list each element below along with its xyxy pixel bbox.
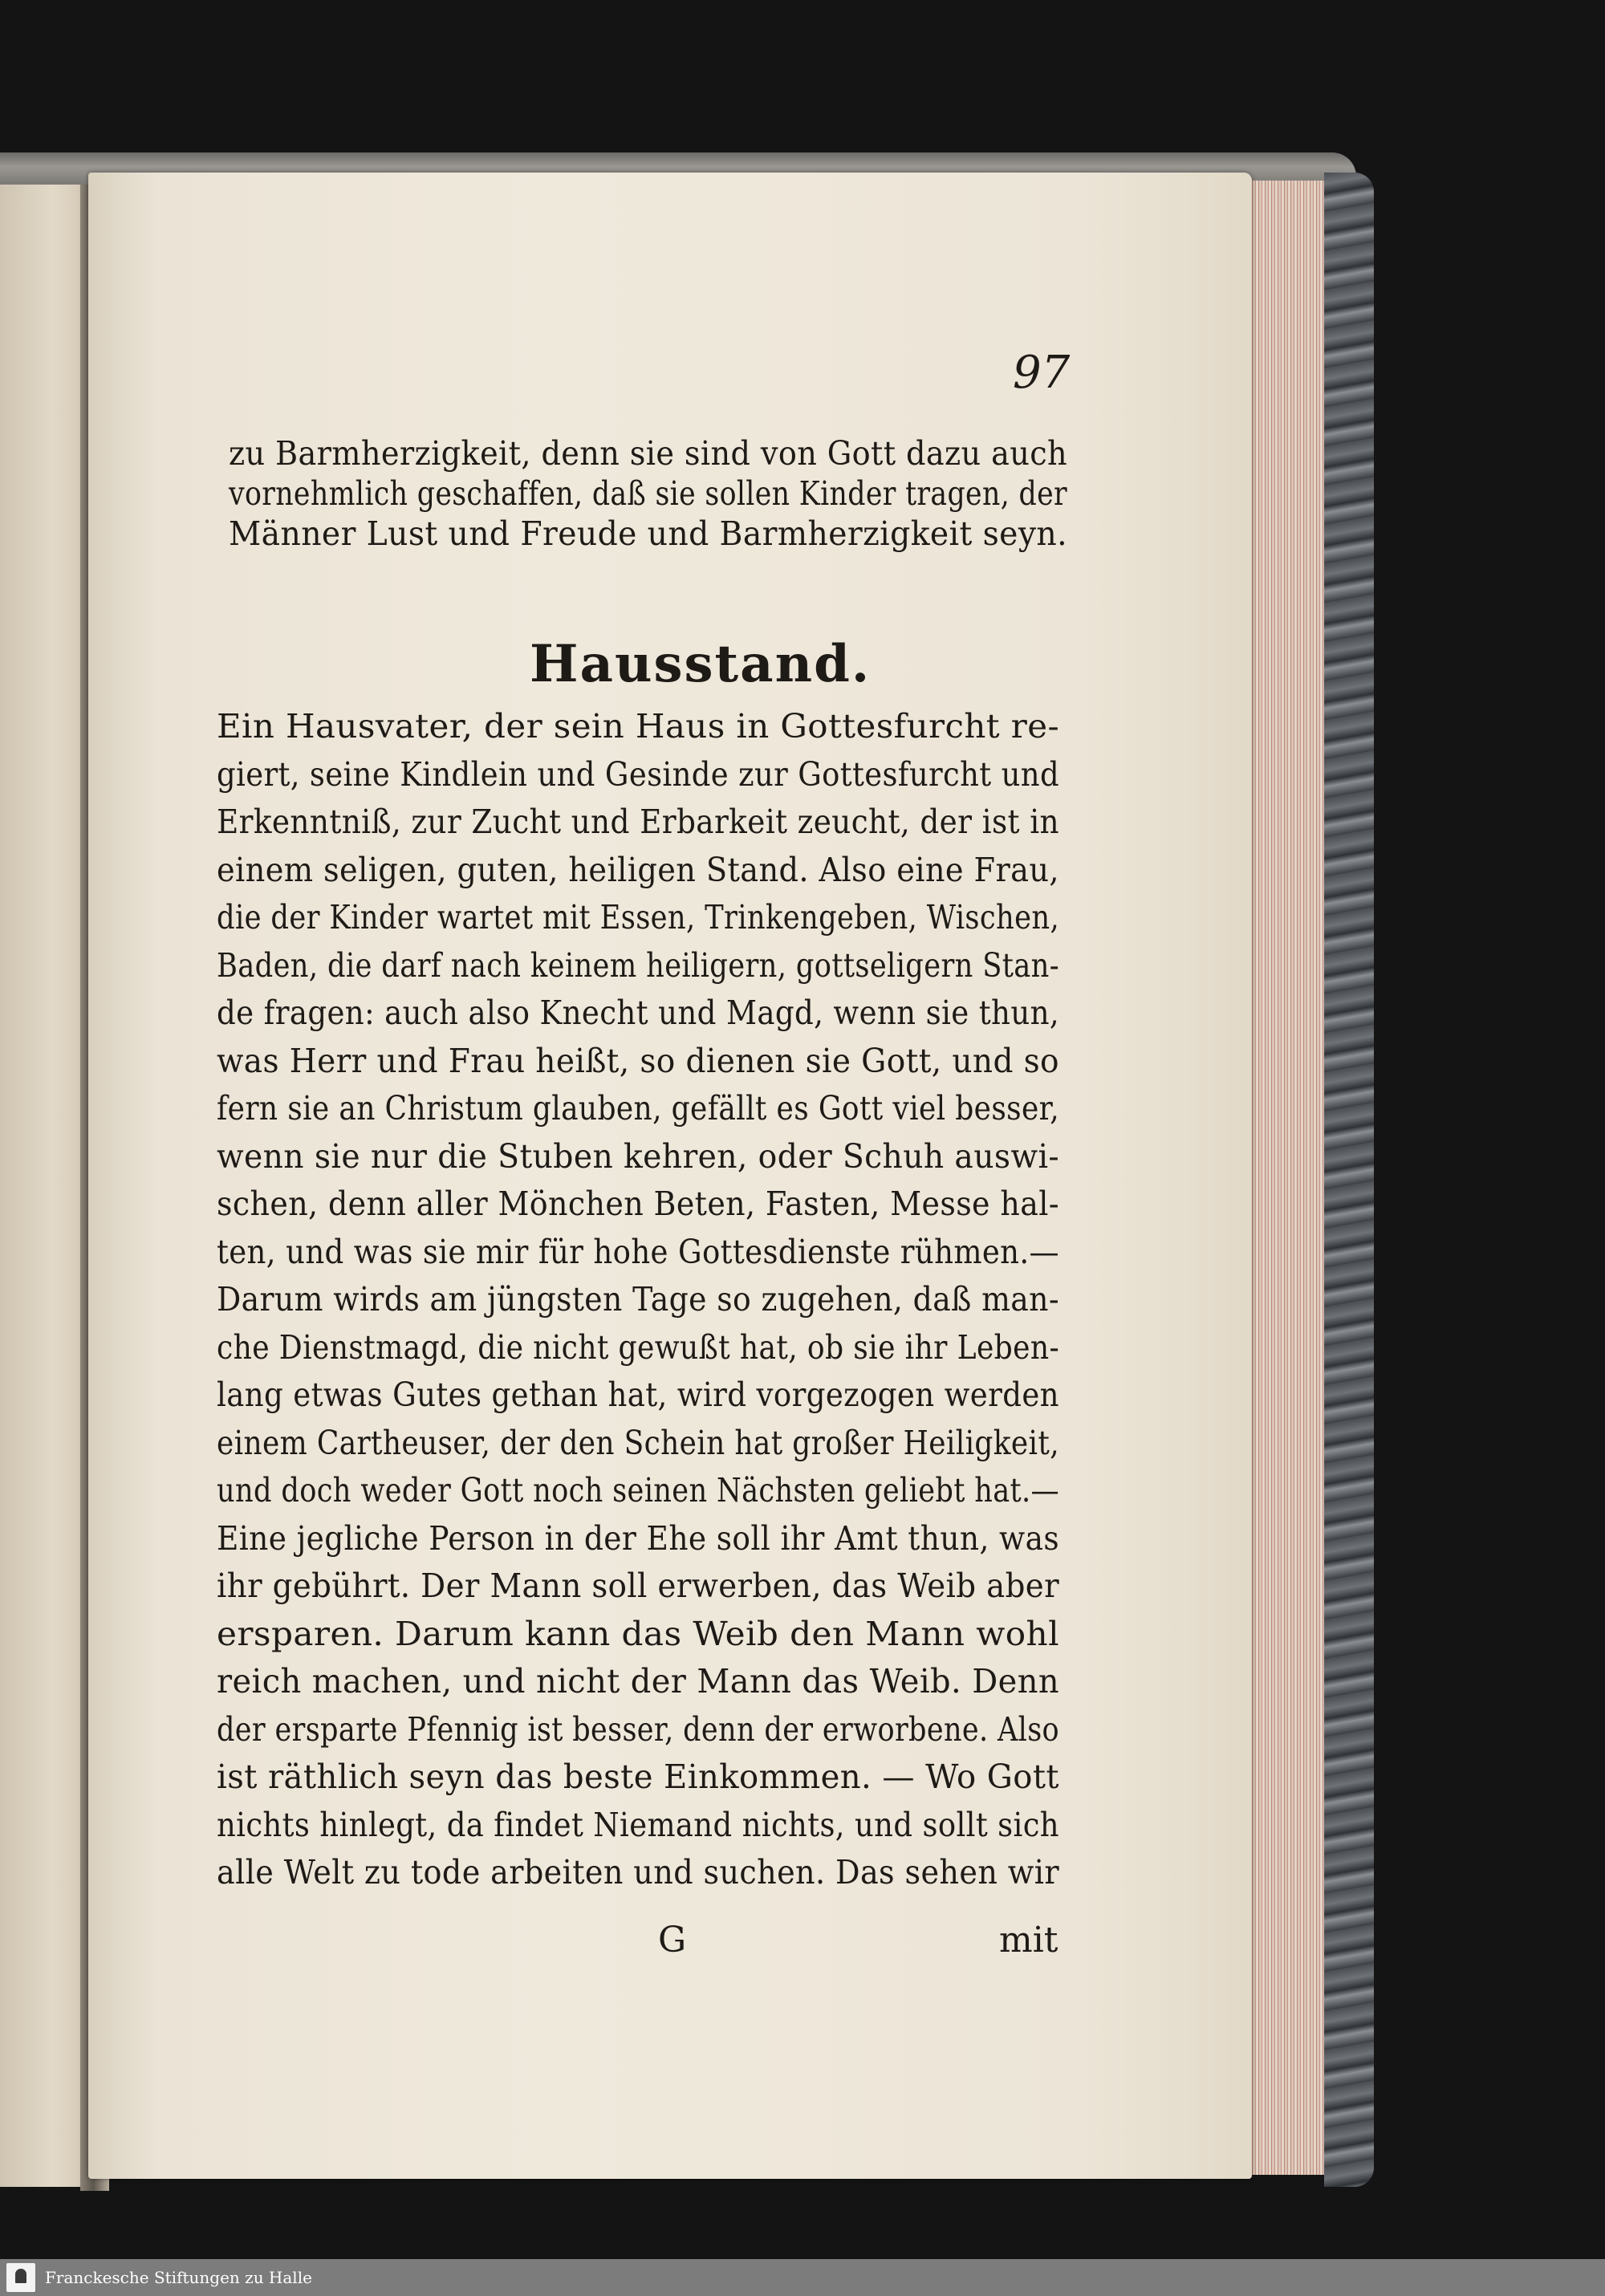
text-line: Eine jegliche Person in der Ehe soll ihr Amt thun, was bbox=[217, 1518, 1059, 1558]
text-line: Baden, die darf nach keinem heiligern, gottseligern Stan- bbox=[217, 945, 1060, 985]
text-line: reich machen, und nicht der Mann das Weib. Denn bbox=[217, 1662, 1060, 1701]
text-line: che Dienstmagd, die nicht gewußt hat, ob sie ihr Leben- bbox=[217, 1327, 1060, 1367]
text-line: ihr gebührt. Der Mann soll erwerben, das Weib aber bbox=[217, 1567, 1059, 1605]
text-line: Darum wirds am jüngsten Tage so zugehen, daß man- bbox=[217, 1280, 1059, 1319]
footer-credit: Franckesche Stiftungen zu Halle bbox=[45, 2268, 312, 2287]
page-fore-edge bbox=[1240, 181, 1328, 2175]
text-line: Erkenntniß, zur Zucht und Erbarkeit zeucht, der ist in bbox=[217, 803, 1059, 841]
text-line: Ein Hausvater, der sein Haus in Gottesfurcht re- bbox=[217, 707, 1060, 746]
text-line: giert, seine Kindlein und Gesinde zur Gottesfurcht und bbox=[217, 754, 1060, 794]
footer-bar bbox=[0, 2259, 1605, 2296]
marbled-cover-edge bbox=[1324, 173, 1374, 2187]
signature-mark: G bbox=[658, 1920, 687, 1961]
text-line: einem seligen, guten, heiligen Stand. Also eine Frau, bbox=[217, 850, 1059, 889]
text-line: der ersparte Pfennig ist besser, denn der erworbene. Also bbox=[217, 1709, 1060, 1749]
text-line: Männer Lust und Freude und Barmherzigkeit seyn. bbox=[229, 514, 1068, 553]
text-line: einem Cartheuser, der den Schein hat großer Heiligkeit, bbox=[217, 1423, 1059, 1462]
text-line: vornehmlich geschaffen, daß sie sollen Kinder tragen, der bbox=[229, 474, 1067, 513]
page-number: 97 bbox=[1013, 347, 1071, 399]
institution-seal-icon bbox=[6, 2263, 35, 2292]
text-line: ten, und was sie mir für hohe Gottesdienste rühmen.— bbox=[217, 1232, 1059, 1271]
text-line: schen, denn aller Mönchen Beten, Fasten, Messe hal- bbox=[217, 1185, 1059, 1223]
text-line: de fragen: auch also Knecht und Magd, wenn sie thun, bbox=[217, 994, 1060, 1032]
text-line: wenn sie nur die Stuben kehren, oder Schuh auswi- bbox=[217, 1136, 1060, 1176]
text-line: ersparen. Darum kann das Weib den Mann wohl bbox=[217, 1614, 1060, 1653]
text-line: lang etwas Gutes gethan hat, wird vorgezogen werden bbox=[217, 1376, 1059, 1414]
text-line: ist räthlich seyn das beste Einkommen. — Wo Gott bbox=[217, 1758, 1059, 1796]
section-heading: Hausstand. bbox=[530, 634, 872, 694]
text-line: fern sie an Christum glauben, gefällt es Gott viel besser, bbox=[217, 1089, 1060, 1128]
catchword: mit bbox=[999, 1920, 1058, 1961]
text-line: und doch weder Gott noch seinen Nächsten geliebt hat.— bbox=[217, 1471, 1060, 1510]
text-line: was Herr und Frau heißt, so dienen sie Gott, und so bbox=[217, 1041, 1059, 1080]
text-line: nichts hinlegt, da findet Niemand nichts, und sollt sich bbox=[217, 1805, 1059, 1844]
text-line: alle Welt zu tode arbeiten und suchen. Das sehen wir bbox=[217, 1853, 1059, 1892]
text-line: zu Barmherzigkeit, denn sie sind von Gott dazu auch bbox=[229, 434, 1068, 473]
text-line: die der Kinder wartet mit Essen, Trinkengeben, Wischen, bbox=[217, 898, 1060, 937]
